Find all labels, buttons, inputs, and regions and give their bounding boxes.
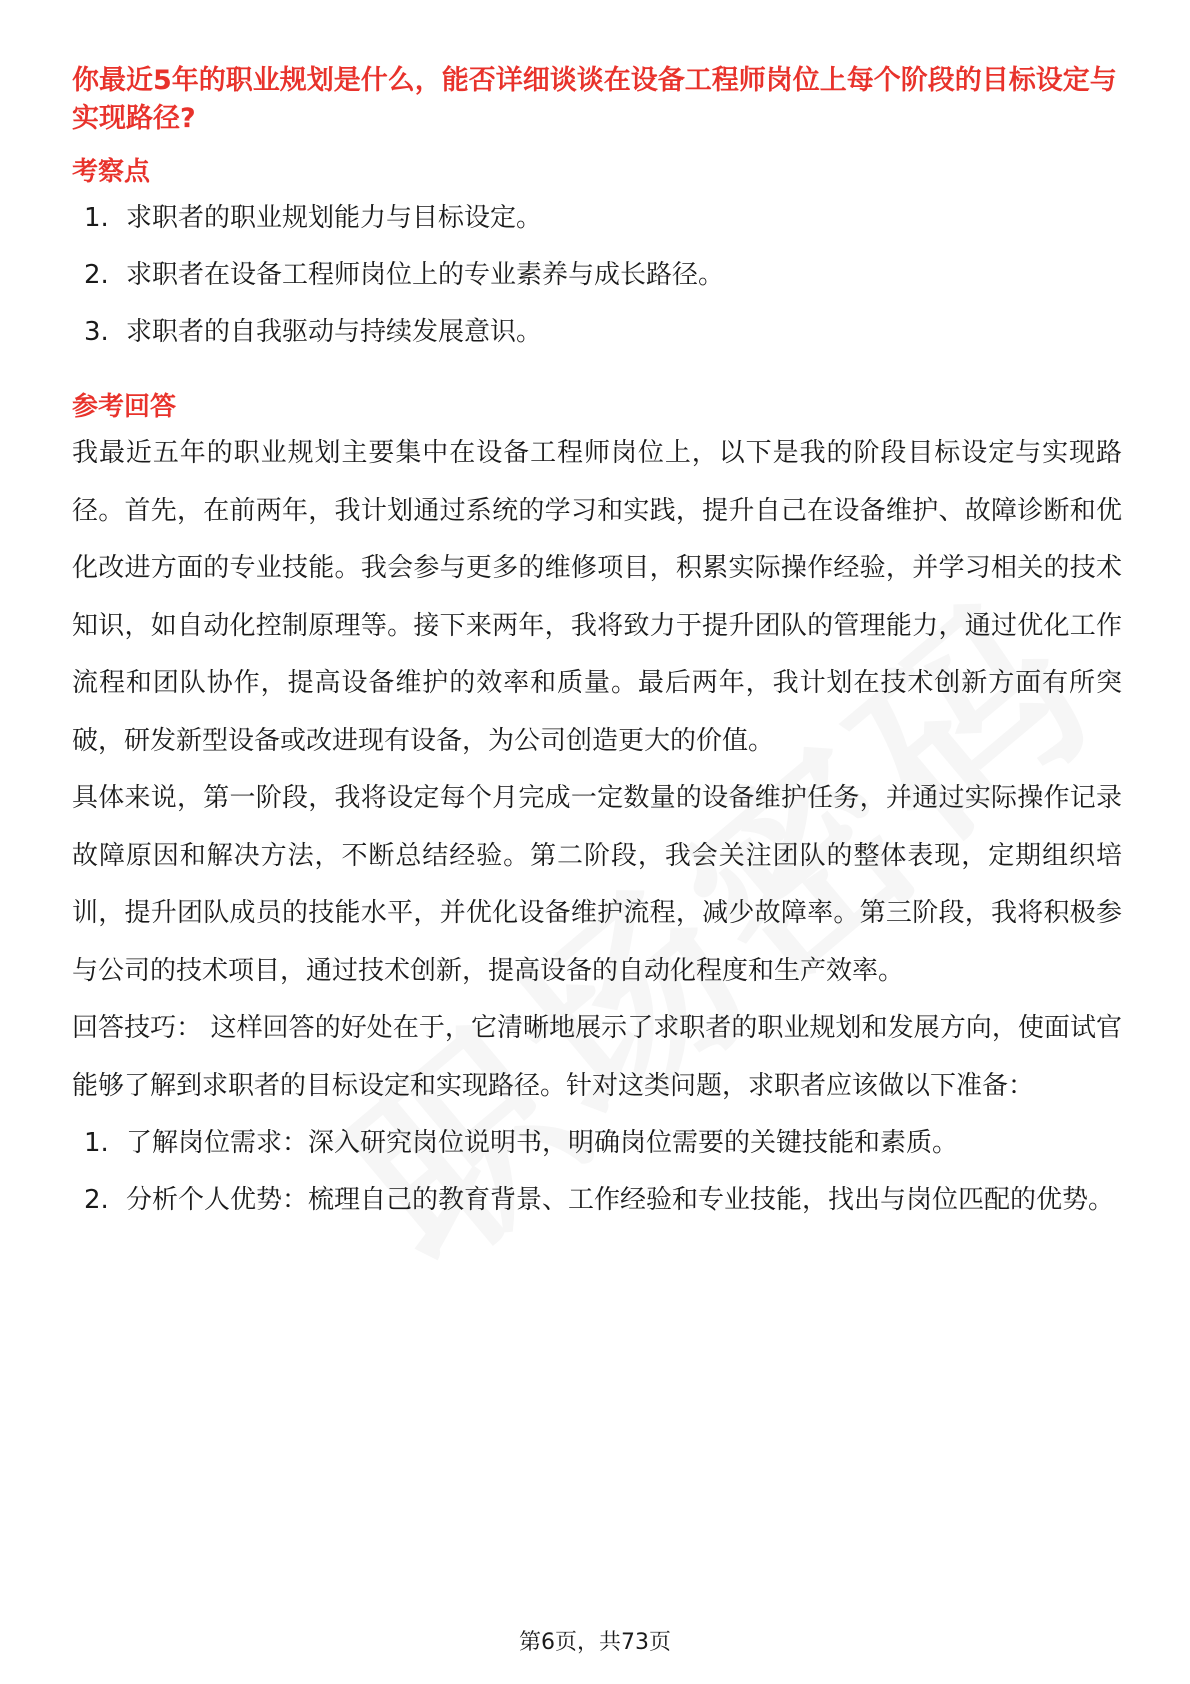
- answer-paragraph: 我最近五年的职业规划主要集中在设备工程师岗位上，以下是我的阶段目标设定与实现路径。首先，在前两年，我计划通过系统的学习和实践，提升自己在设备维护、故障诊断和优化改进方面的专业技能。我会参与更多的维修项目，积累实际操作经验，并学习相关的技术知识，如自动化控制原理等。接下来两年，我将致力于提升团队的管理能力，通过优化工作流程和团队协作，提高设备维护的效率和质量。最后两年，我计划在技术创新方面有所突破，研发新型设备或改进现有设备，为公司创造更大的价值。: [72, 438, 1122, 756]
- page-number: 第6页，共73页: [519, 1630, 671, 1655]
- detail-paragraph: 具体来说，第一阶段，我将设定每个月完成一定数量的设备维护任务，并通过实际操作记录故障原因和解决方法，不断总结经验。第二阶段，我会关注团队的整体表现，定期组织培训，提升团队成员的技能水平，并优化设备维护流程，减少故障率。第三阶段，我将积极参与公司的技术项目，通过技术创新，提高设备的自动化程度和生产效率。: [72, 783, 1122, 986]
- tips-list: [72, 1115, 1122, 1229]
- list-item-text: 分析个人优势：梳理自己的教育背景、工作经验和专业技能，找出与岗位匹配的优势。: [126, 1185, 1115, 1215]
- tips-paragraph: 回答技巧： 这样回答的好处在于，它清晰地展示了求职者的职业规划和发展方向，使面试官能够了解到求职者的目标设定和实现路径。针对这类问题，求职者应该做以下准备：: [72, 1013, 1122, 1101]
- list-item-text: 求职者的自我驱动与持续发展意识。: [126, 317, 543, 347]
- list-item: [72, 304, 1122, 361]
- answer-heading: 参考回答: [72, 392, 177, 422]
- list-item: [72, 1115, 1122, 1172]
- points-heading: 考察点: [72, 157, 151, 187]
- question-title: 你最近5年的职业规划是什么，能否详细谈谈在设备工程师岗位上每个阶段的目标设定与实现路径?: [72, 65, 1117, 134]
- list-item-text: 了解岗位需求：深入研究岗位说明书，明确岗位需要的关键技能和素质。: [126, 1128, 959, 1158]
- list-item-number: 1.: [84, 1128, 109, 1158]
- list-item-text: 求职者在设备工程师岗位上的专业素养与成长路径。: [126, 260, 725, 290]
- list-item-text: 求职者的职业规划能力与目标设定。: [126, 203, 543, 233]
- list-item: [72, 1172, 1122, 1229]
- list-item: [72, 247, 1122, 304]
- points-list: [72, 190, 1122, 361]
- list-item-number: 3.: [84, 317, 109, 347]
- list-item-number: 1.: [84, 203, 109, 233]
- list-item: [72, 190, 1122, 247]
- page-content: [72, 62, 1122, 1229]
- list-item-number: 2.: [84, 260, 109, 290]
- list-item-number: 2.: [84, 1185, 109, 1215]
